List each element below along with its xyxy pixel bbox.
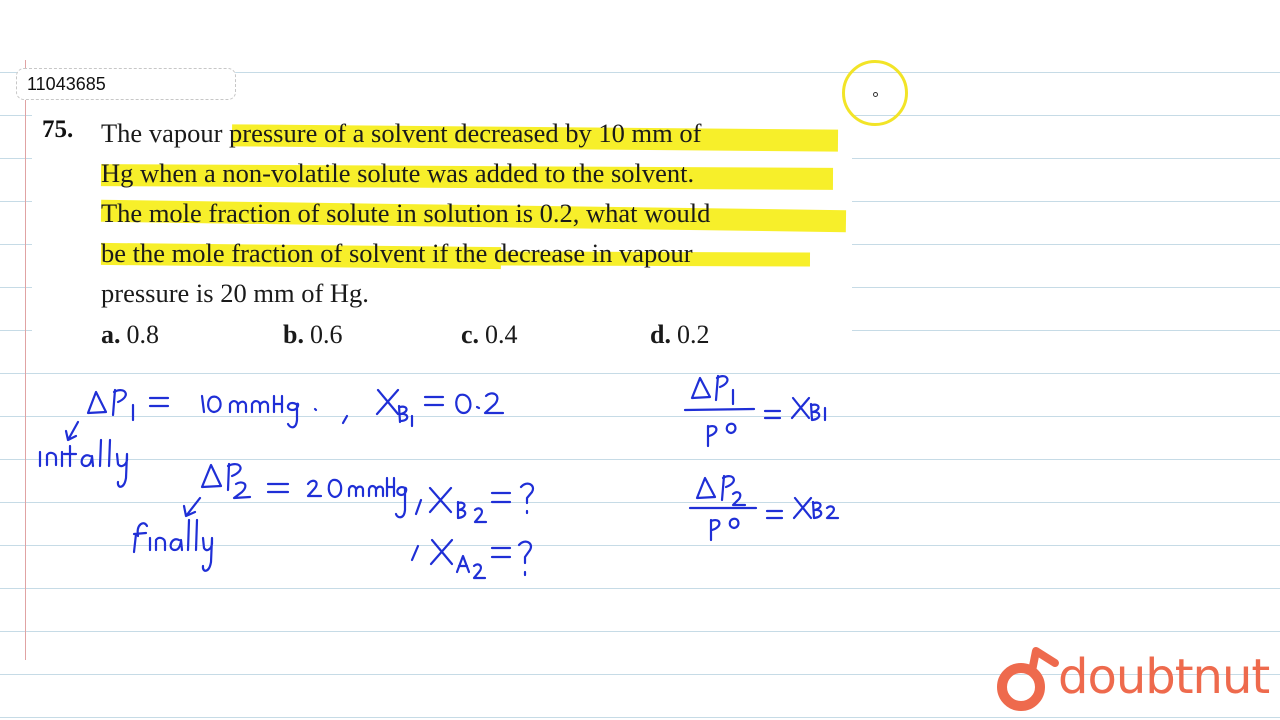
brand-wordmark: doubtnut [1058, 649, 1270, 705]
note-finally [134, 498, 212, 571]
note-line-2 [202, 464, 533, 522]
note-line-1 [88, 390, 503, 427]
note-initially [40, 422, 127, 487]
option-letter: a. [101, 320, 121, 349]
question-text-line: The vapour pressure of a solvent decreased by 10 mm of [101, 118, 702, 148]
note-formula-2 [690, 476, 838, 540]
option-value: 0.8 [126, 320, 159, 349]
question-number: 75. [42, 116, 74, 143]
option-value: 0.2 [676, 320, 710, 349]
note-formula-1 [685, 376, 825, 446]
option-letter: b. [283, 320, 304, 349]
note-line-3 [412, 540, 531, 578]
question-id-label: 11043685 [16, 68, 236, 100]
question-text-line: pressure is 20 mm of Hg. [101, 278, 369, 308]
option-value: 0.4 [485, 320, 518, 349]
option-letter: d. [650, 320, 671, 349]
question-text-line: Hg when a non-volatile solute was added to the solvent. [101, 158, 695, 188]
question-text-line: The mole fraction of solute in solution is 0.2, what would [101, 198, 711, 228]
question-text-line: be the mole fraction of solvent if the decrease in vapour [101, 238, 693, 268]
doubtnut-logo-icon [1002, 651, 1055, 706]
option-value: 0.6 [309, 320, 343, 349]
option-letter: c. [461, 320, 480, 349]
